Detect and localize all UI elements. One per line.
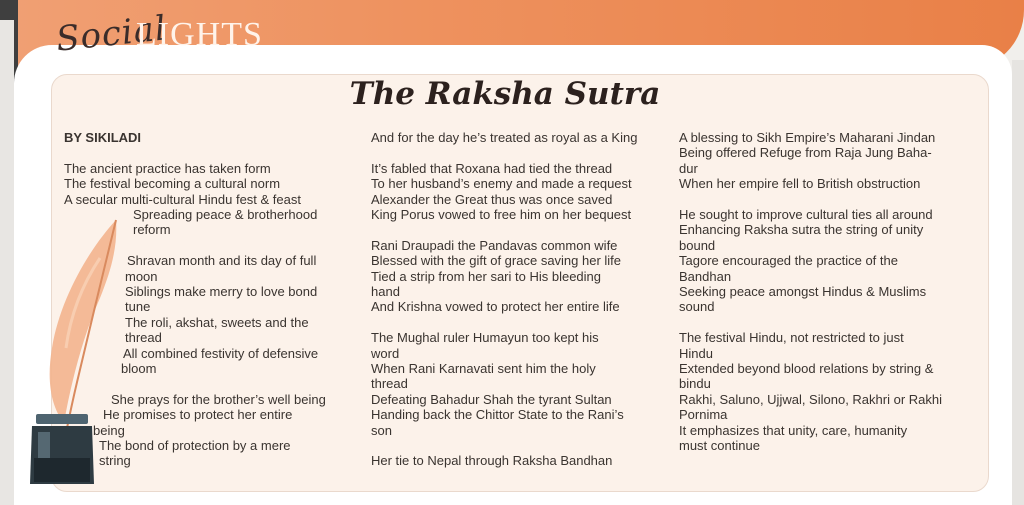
poem-line: Seeking peace amongst Hindus & Muslims	[679, 284, 927, 300]
quill-feather-icon	[30, 218, 140, 488]
poem-line: Alexander the Great thus was once saved	[371, 191, 613, 207]
poem-line: The Mughal ruler Humayun too kept his	[371, 330, 599, 346]
poem-line: He sought to improve cultural ties all around	[679, 207, 933, 223]
stanza-break	[371, 145, 637, 160]
poem-line: When her empire fell to British obstruction	[679, 176, 921, 192]
poem-line: The bond of protection by a mere	[99, 438, 291, 454]
poem-line: moon	[125, 268, 158, 284]
poem-line: Shravan month and its day of full	[127, 253, 317, 269]
poem-line: thread	[371, 376, 408, 392]
poem-line: The ancient practice has taken form	[64, 160, 271, 176]
brand-script-text: Social	[54, 8, 169, 60]
poem-line: word	[371, 345, 400, 361]
right-margin-strip	[1012, 60, 1024, 505]
poem-title: The Raksha Sutra	[349, 76, 661, 112]
poem-column-3	[679, 130, 942, 454]
poem-line: reform	[133, 222, 171, 238]
poem-line: Extended beyond blood relations by string &	[679, 361, 934, 377]
poem-line: Blessed with the gift of grace saving her life	[371, 253, 622, 269]
poem-line: King Porus vowed to free him on her bequest	[371, 207, 632, 223]
poem-line: bindu	[679, 376, 711, 392]
brand-caps-text: LIGHTS	[136, 16, 263, 53]
poem-line: Enhancing Raksha sutra the string of unity	[679, 222, 924, 238]
poem-line: When Rani Karnavati sent him the holy	[371, 361, 596, 377]
poem-line: The festival Hindu, not restricted to just	[679, 330, 904, 346]
poem-line: tune	[125, 299, 151, 315]
poem-line: Handing back the Chittor State to the Rani’s	[371, 407, 624, 423]
poem-line: son	[371, 422, 392, 438]
stanza-break	[371, 438, 637, 453]
poem-line: sound	[679, 299, 715, 315]
poem-line: dur	[679, 160, 698, 176]
poem-line: Pornima	[679, 407, 728, 423]
poem-line: To her husband’s enemy and made a request	[371, 176, 632, 192]
poem-line: must continue	[679, 438, 760, 454]
poem-line: A secular multi-cultural Hindu fest & feast	[64, 191, 301, 207]
poem-line: The festival becoming a cultural norm	[64, 176, 281, 192]
poem-column-2	[371, 130, 637, 469]
poem-line: All combined festivity of defensive	[123, 345, 319, 361]
poem-line: bloom	[121, 361, 157, 377]
poem-line: thread	[125, 330, 162, 346]
poem-line: Siblings make merry to love bond	[125, 284, 318, 300]
spacer	[64, 145, 326, 160]
poem-line: Tied a strip from her sari to His bleeding	[371, 268, 602, 284]
poem-line: Spreading peace & brotherhood	[133, 207, 318, 223]
poem-line: Rakhi, Saluno, Ujjwal, Silono, Rakhri or Rakhi	[679, 391, 943, 407]
poem-line: Rani Draupadi the Pandavas common wife	[371, 237, 618, 253]
poem-line: Hindu	[679, 345, 713, 361]
poem-line: Being offered Refuge from Raja Jung Baha-	[679, 145, 932, 161]
byline: BY SIKILADI	[64, 130, 142, 145]
stanza-break	[371, 315, 637, 330]
poem-line: It emphasizes that unity, care, humanity	[679, 422, 908, 438]
poem-line: And Krishna vowed to protect her entire life	[371, 299, 620, 315]
poem-line: bound	[679, 237, 716, 253]
poem-line: being	[93, 422, 125, 438]
poem-line: He promises to protect her entire	[103, 407, 293, 423]
stanza-break	[371, 222, 637, 237]
poem-line: It’s fabled that Roxana had tied the thread	[371, 160, 613, 176]
poem-line: hand	[371, 284, 400, 300]
poem-line: string	[99, 453, 131, 469]
poem-line: She prays for the brother’s well being	[111, 391, 326, 407]
poem-line: The roli, akshat, sweets and the	[125, 314, 309, 330]
stanza-break	[679, 315, 942, 330]
poem-line: Defeating Bahadur Shah the tyrant Sultan	[371, 391, 612, 407]
poem-line: And for the day he’s treated as royal as a King	[371, 130, 638, 145]
stanza-break	[679, 192, 942, 207]
poem-line: A blessing to Sikh Empire’s Maharani Jindan	[679, 130, 936, 145]
poem-line: Tagore encouraged the practice of the	[679, 253, 898, 269]
poem-line: Bandhan	[679, 268, 732, 284]
ink-bottle-icon	[30, 414, 94, 484]
poem-line: Her tie to Nepal through Raksha Bandhan	[371, 453, 613, 469]
